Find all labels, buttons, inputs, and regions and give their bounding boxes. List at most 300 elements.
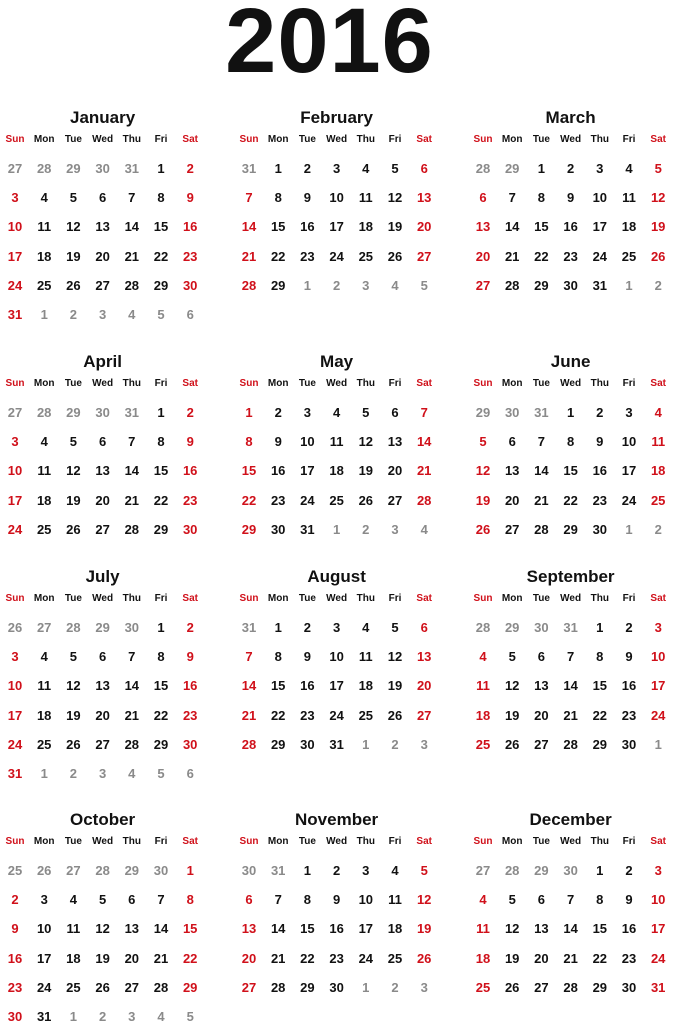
adjacent-month-day-cell: 3 xyxy=(420,979,428,995)
day-cell: 23 xyxy=(182,707,198,723)
day-cell: 20 xyxy=(475,248,491,264)
day-cell: 17 xyxy=(329,219,344,235)
adjacent-month-day-cell: 29 xyxy=(66,405,81,420)
day-cell: 8 xyxy=(566,434,575,450)
day-cell: 9 xyxy=(11,921,19,937)
adjacent-month-day-cell: 3 xyxy=(128,1009,136,1024)
day-cell: 10 xyxy=(36,921,52,937)
day-cell: 14 xyxy=(563,921,578,937)
adjacent-month-day-cell: 29 xyxy=(95,620,110,635)
adjacent-month-day-cell: 2 xyxy=(654,521,662,537)
day-cell: 5 xyxy=(508,649,516,665)
weekday-label: Fri xyxy=(622,836,636,847)
day-cell: 12 xyxy=(387,649,403,665)
weekday-label: Tue xyxy=(532,593,550,604)
day-cell: 4 xyxy=(479,649,487,665)
day-cell: 17 xyxy=(650,921,666,937)
day-cell: 11 xyxy=(651,434,666,450)
day-cell: 29 xyxy=(592,979,608,995)
day-cell: 11 xyxy=(388,892,402,908)
day-cell: 16 xyxy=(329,921,344,937)
day-cell: 25 xyxy=(36,736,52,752)
day-cell: 16 xyxy=(270,463,286,479)
day-cell: 30 xyxy=(182,521,198,537)
adjacent-month-day-cell: 4 xyxy=(128,766,136,781)
day-cell: 16 xyxy=(182,219,198,235)
day-cell: 28 xyxy=(153,979,169,995)
adjacent-month-day-cell: 26 xyxy=(7,620,23,635)
day-cell: 25 xyxy=(650,492,666,508)
weekday-label: Mon xyxy=(33,836,55,847)
day-cell: 30 xyxy=(300,736,315,752)
day-cell: 18 xyxy=(650,463,666,479)
day-cell: 26 xyxy=(358,492,374,508)
day-cell: 18 xyxy=(36,492,52,508)
day-cell: 28 xyxy=(124,736,140,752)
day-cell: 1 xyxy=(274,161,282,176)
day-cell: 26 xyxy=(650,248,666,264)
day-cell: 7 xyxy=(245,190,253,206)
day-cell: 25 xyxy=(387,950,403,966)
weekday-label: Sun xyxy=(5,378,25,389)
day-cell: 16 xyxy=(182,463,198,479)
adjacent-month-day-cell: 30 xyxy=(95,405,110,420)
day-cell: 18 xyxy=(621,219,637,235)
day-cell: 29 xyxy=(270,736,286,752)
day-cell: 4 xyxy=(40,190,48,206)
day-cell: 3 xyxy=(654,863,662,878)
day-cell: 20 xyxy=(387,463,403,479)
day-cell: 15 xyxy=(153,463,169,479)
day-cell: 30 xyxy=(329,979,344,995)
day-cell: 17 xyxy=(7,707,23,723)
day-cell: 26 xyxy=(387,248,403,264)
day-cell: 24 xyxy=(7,521,23,537)
day-cell: 28 xyxy=(563,736,578,752)
day-cell: 23 xyxy=(329,950,344,966)
day-cell: 7 xyxy=(128,434,136,450)
day-cell: 8 xyxy=(274,190,282,206)
adjacent-month-day-cell: 30 xyxy=(504,405,520,420)
day-cell: 12 xyxy=(416,892,432,908)
day-cell: 16 xyxy=(7,950,23,966)
day-cell: 27 xyxy=(241,979,257,995)
weekday-label: Sun xyxy=(473,593,493,604)
weekday-label: Wed xyxy=(326,836,348,847)
adjacent-month-day-cell: 26 xyxy=(36,863,52,878)
month-name: August xyxy=(307,567,366,586)
day-cell: 8 xyxy=(596,649,604,665)
day-cell: 8 xyxy=(186,892,194,908)
day-cell: 23 xyxy=(592,492,608,508)
weekday-label: Fri xyxy=(622,378,636,389)
day-cell: 25 xyxy=(66,979,81,995)
day-cell: 30 xyxy=(7,1009,23,1024)
day-cell: 19 xyxy=(504,707,520,723)
day-cell: 2 xyxy=(625,620,633,635)
month-name: November xyxy=(295,810,379,829)
weekday-label: Tue xyxy=(298,378,316,389)
adjacent-month-day-cell: 1 xyxy=(69,1009,77,1024)
weekday-label: Mon xyxy=(33,593,55,604)
day-cell: 3 xyxy=(11,649,19,665)
day-cell: 3 xyxy=(303,405,311,420)
day-cell: 13 xyxy=(241,921,257,937)
weekday-label: Fri xyxy=(388,378,402,389)
adjacent-month-day-cell: 28 xyxy=(475,620,491,635)
day-cell: 8 xyxy=(537,190,545,206)
day-cell: 15 xyxy=(153,678,169,694)
adjacent-month-day-cell: 31 xyxy=(563,620,578,635)
day-cell: 22 xyxy=(241,492,257,508)
day-cell: 4 xyxy=(362,161,370,176)
day-cell: 4 xyxy=(654,405,662,420)
day-cell: 7 xyxy=(537,434,545,450)
day-cell: 10 xyxy=(358,892,374,908)
adjacent-month-day-cell: 28 xyxy=(504,863,520,878)
weekday-label: Wed xyxy=(326,378,348,389)
day-cell: 5 xyxy=(654,161,662,176)
day-cell: 11 xyxy=(476,678,490,694)
day-cell: 15 xyxy=(270,219,286,235)
weekday-label: Tue xyxy=(64,378,82,389)
day-cell: 12 xyxy=(475,463,491,479)
day-cell: 26 xyxy=(387,707,403,723)
day-cell: 22 xyxy=(300,950,315,966)
day-cell: 23 xyxy=(182,492,198,508)
day-cell: 19 xyxy=(95,950,110,966)
day-cell: 4 xyxy=(332,405,341,420)
day-cell: 21 xyxy=(124,492,140,508)
adjacent-month-day-cell: 27 xyxy=(475,863,491,878)
day-cell: 3 xyxy=(40,892,48,908)
day-cell: 30 xyxy=(621,736,637,752)
weekday-label: Thu xyxy=(356,134,375,145)
day-cell: 2 xyxy=(274,405,282,420)
day-cell: 29 xyxy=(534,277,549,293)
weekday-label: Sun xyxy=(239,593,259,604)
day-cell: 28 xyxy=(124,277,140,293)
day-cell: 29 xyxy=(241,521,257,537)
weekday-label: Thu xyxy=(356,593,375,604)
day-cell: 17 xyxy=(329,678,344,694)
weekday-label: Tue xyxy=(298,836,316,847)
day-cell: 6 xyxy=(508,434,516,450)
day-cell: 6 xyxy=(420,620,428,635)
weekday-label: Wed xyxy=(92,593,114,604)
month-name: June xyxy=(550,352,591,371)
day-cell: 26 xyxy=(66,521,81,537)
day-cell: 24 xyxy=(358,950,374,966)
day-cell: 31 xyxy=(592,277,608,293)
weekday-label: Tue xyxy=(532,836,550,847)
day-cell: 14 xyxy=(124,463,140,479)
day-cell: 5 xyxy=(391,161,399,176)
day-cell: 5 xyxy=(391,620,399,635)
day-cell: 14 xyxy=(416,434,432,450)
weekday-label: Wed xyxy=(326,134,348,145)
day-cell: 20 xyxy=(95,248,110,264)
day-cell: 4 xyxy=(69,892,77,908)
weekday-label: Tue xyxy=(64,836,82,847)
day-cell: 18 xyxy=(475,707,491,723)
day-cell: 5 xyxy=(362,405,370,420)
day-cell: 15 xyxy=(270,678,286,694)
adjacent-month-day-cell: 25 xyxy=(7,863,23,878)
day-cell: 27 xyxy=(416,707,432,723)
day-cell: 22 xyxy=(153,707,169,723)
adjacent-month-day-cell: 29 xyxy=(504,161,520,176)
adjacent-month-day-cell: 3 xyxy=(362,277,370,293)
day-cell: 6 xyxy=(479,190,487,206)
day-cell: 10 xyxy=(7,678,23,694)
day-cell: 26 xyxy=(504,736,520,752)
day-cell: 3 xyxy=(11,190,19,206)
adjacent-month-day-cell: 30 xyxy=(95,161,110,176)
day-cell: 14 xyxy=(270,921,286,937)
day-cell: 15 xyxy=(592,921,608,937)
day-cell: 10 xyxy=(329,649,344,665)
day-cell: 31 xyxy=(7,307,23,322)
day-cell: 29 xyxy=(153,736,169,752)
day-cell: 6 xyxy=(245,892,253,908)
weekday-label: Fri xyxy=(388,593,402,604)
adjacent-month-day-cell: 4 xyxy=(420,521,428,537)
day-cell: 4 xyxy=(40,649,48,665)
day-cell: 7 xyxy=(128,649,136,665)
day-cell: 24 xyxy=(650,707,666,723)
weekday-label: Wed xyxy=(92,836,114,847)
day-cell: 25 xyxy=(475,736,491,752)
day-cell: 8 xyxy=(157,434,165,450)
adjacent-month-day-cell: 5 xyxy=(420,277,428,293)
day-cell: 23 xyxy=(300,248,315,264)
day-cell: 7 xyxy=(420,405,428,420)
day-cell: 30 xyxy=(182,277,198,293)
weekday-label: Sun xyxy=(5,593,25,604)
adjacent-month-day-cell: 1 xyxy=(362,979,370,995)
day-cell: 27 xyxy=(387,492,403,508)
day-cell: 13 xyxy=(95,219,110,235)
weekday-label: Thu xyxy=(122,378,141,389)
day-cell: 10 xyxy=(650,892,666,908)
day-cell: 23 xyxy=(7,979,23,995)
day-cell: 4 xyxy=(625,161,633,176)
month-name: May xyxy=(320,352,354,371)
day-cell: 21 xyxy=(241,707,257,723)
day-cell: 26 xyxy=(475,521,491,537)
day-cell: 11 xyxy=(358,649,373,665)
adjacent-month-day-cell: 30 xyxy=(153,863,169,878)
day-cell: 13 xyxy=(95,678,110,694)
day-cell: 1 xyxy=(566,405,575,420)
day-cell: 18 xyxy=(358,219,374,235)
weekday-label: Mon xyxy=(33,134,55,145)
adjacent-month-day-cell: 1 xyxy=(625,277,633,293)
day-cell: 27 xyxy=(416,248,432,264)
weekday-label: Sun xyxy=(473,378,493,389)
weekday-label: Sun xyxy=(473,134,493,145)
day-cell: 3 xyxy=(654,620,662,635)
day-cell: 17 xyxy=(621,463,637,479)
day-cell: 22 xyxy=(153,492,169,508)
weekday-label: Sun xyxy=(239,134,259,145)
weekday-label: Mon xyxy=(501,378,523,389)
day-cell: 20 xyxy=(95,707,110,723)
weekday-label: Mon xyxy=(501,593,523,604)
day-cell: 8 xyxy=(274,649,282,665)
day-cell: 29 xyxy=(153,521,169,537)
day-cell: 15 xyxy=(534,219,549,235)
day-cell: 11 xyxy=(37,219,52,235)
day-cell: 22 xyxy=(270,248,286,264)
day-cell: 9 xyxy=(303,649,311,665)
day-cell: 24 xyxy=(329,248,344,264)
day-cell: 11 xyxy=(476,921,490,937)
day-cell: 6 xyxy=(537,892,545,908)
adjacent-month-day-cell: 3 xyxy=(420,736,428,752)
day-cell: 8 xyxy=(596,892,604,908)
adjacent-month-day-cell: 1 xyxy=(654,736,662,752)
day-cell: 18 xyxy=(329,463,344,479)
day-cell: 4 xyxy=(362,620,370,635)
day-cell: 6 xyxy=(391,405,399,420)
day-cell: 1 xyxy=(157,405,165,420)
day-cell: 15 xyxy=(153,219,169,235)
adjacent-month-day-cell: 31 xyxy=(534,405,549,420)
day-cell: 15 xyxy=(592,678,608,694)
day-cell: 19 xyxy=(475,492,491,508)
day-cell: 8 xyxy=(157,649,165,665)
day-cell: 22 xyxy=(592,950,608,966)
day-cell: 5 xyxy=(69,649,77,665)
day-cell: 31 xyxy=(650,979,666,995)
day-cell: 12 xyxy=(358,434,374,450)
day-cell: 11 xyxy=(358,190,373,206)
day-cell: 10 xyxy=(621,434,637,450)
day-cell: 13 xyxy=(416,649,432,665)
day-cell: 31 xyxy=(300,521,315,537)
day-cell: 27 xyxy=(534,979,549,995)
day-cell: 3 xyxy=(332,620,341,635)
day-cell: 6 xyxy=(98,190,107,206)
weekday-label: Fri xyxy=(154,593,168,604)
weekday-label: Mon xyxy=(267,836,289,847)
day-cell: 2 xyxy=(596,405,604,420)
day-cell: 4 xyxy=(391,863,399,878)
adjacent-month-day-cell: 6 xyxy=(186,766,194,781)
adjacent-month-day-cell: 30 xyxy=(534,620,549,635)
adjacent-month-day-cell: 1 xyxy=(625,521,633,537)
day-cell: 27 xyxy=(504,521,520,537)
day-cell: 7 xyxy=(274,892,282,908)
day-cell: 13 xyxy=(534,921,549,937)
day-cell: 13 xyxy=(124,921,140,937)
weekday-label: Sat xyxy=(416,836,432,847)
adjacent-month-day-cell: 29 xyxy=(475,405,491,420)
day-cell: 23 xyxy=(182,248,198,264)
weekday-label: Mon xyxy=(267,593,289,604)
adjacent-month-day-cell: 6 xyxy=(186,307,194,322)
day-cell: 3 xyxy=(11,434,19,450)
weekday-label: Fri xyxy=(388,836,402,847)
day-cell: 11 xyxy=(37,463,52,479)
day-cell: 1 xyxy=(303,863,311,878)
weekday-label: Thu xyxy=(356,378,375,389)
month-name: December xyxy=(529,810,612,829)
day-cell: 11 xyxy=(37,678,52,694)
day-cell: 24 xyxy=(592,248,608,264)
month-name: October xyxy=(70,810,136,829)
day-cell: 13 xyxy=(387,434,403,450)
adjacent-month-day-cell: 2 xyxy=(69,766,77,781)
day-cell: 14 xyxy=(241,678,257,694)
day-cell: 25 xyxy=(36,521,52,537)
day-cell: 19 xyxy=(358,463,374,479)
day-cell: 7 xyxy=(566,892,575,908)
day-cell: 11 xyxy=(622,190,636,206)
day-cell: 2 xyxy=(11,892,19,908)
day-cell: 25 xyxy=(329,492,344,508)
day-cell: 1 xyxy=(157,161,165,176)
day-cell: 30 xyxy=(182,736,198,752)
adjacent-month-day-cell: 30 xyxy=(563,863,578,878)
day-cell: 27 xyxy=(124,979,140,995)
day-cell: 14 xyxy=(534,463,549,479)
day-cell: 20 xyxy=(416,678,432,694)
day-cell: 31 xyxy=(36,1009,52,1024)
weekday-label: Tue xyxy=(64,134,82,145)
adjacent-month-day-cell: 27 xyxy=(66,863,81,878)
day-cell: 11 xyxy=(66,921,81,937)
day-cell: 8 xyxy=(157,190,165,206)
day-cell: 19 xyxy=(66,492,81,508)
day-cell: 16 xyxy=(300,678,315,694)
day-cell: 2 xyxy=(566,161,575,176)
weekday-label: Sun xyxy=(5,134,25,145)
weekday-label: Wed xyxy=(92,378,114,389)
day-cell: 28 xyxy=(241,277,257,293)
day-cell: 19 xyxy=(66,707,81,723)
day-cell: 18 xyxy=(36,248,52,264)
day-cell: 9 xyxy=(186,434,194,450)
day-cell: 27 xyxy=(534,736,549,752)
day-cell: 1 xyxy=(596,620,604,635)
day-cell: 13 xyxy=(95,463,110,479)
weekday-label: Wed xyxy=(560,134,582,145)
day-cell: 19 xyxy=(387,219,403,235)
day-cell: 6 xyxy=(420,161,428,176)
day-cell: 12 xyxy=(504,921,520,937)
day-cell: 12 xyxy=(650,190,666,206)
day-cell: 1 xyxy=(537,161,545,176)
day-cell: 10 xyxy=(7,219,23,235)
day-cell: 21 xyxy=(270,950,286,966)
day-cell: 12 xyxy=(504,678,520,694)
day-cell: 31 xyxy=(7,766,23,781)
day-cell: 28 xyxy=(416,492,432,508)
weekday-label: Sun xyxy=(473,836,493,847)
day-cell: 20 xyxy=(124,950,140,966)
adjacent-month-day-cell: 5 xyxy=(157,766,165,781)
adjacent-month-day-cell: 28 xyxy=(95,863,110,878)
day-cell: 16 xyxy=(621,921,637,937)
day-cell: 27 xyxy=(475,277,491,293)
day-cell: 13 xyxy=(475,219,491,235)
adjacent-month-day-cell: 4 xyxy=(391,277,399,293)
day-cell: 21 xyxy=(124,248,140,264)
day-cell: 7 xyxy=(566,649,575,665)
